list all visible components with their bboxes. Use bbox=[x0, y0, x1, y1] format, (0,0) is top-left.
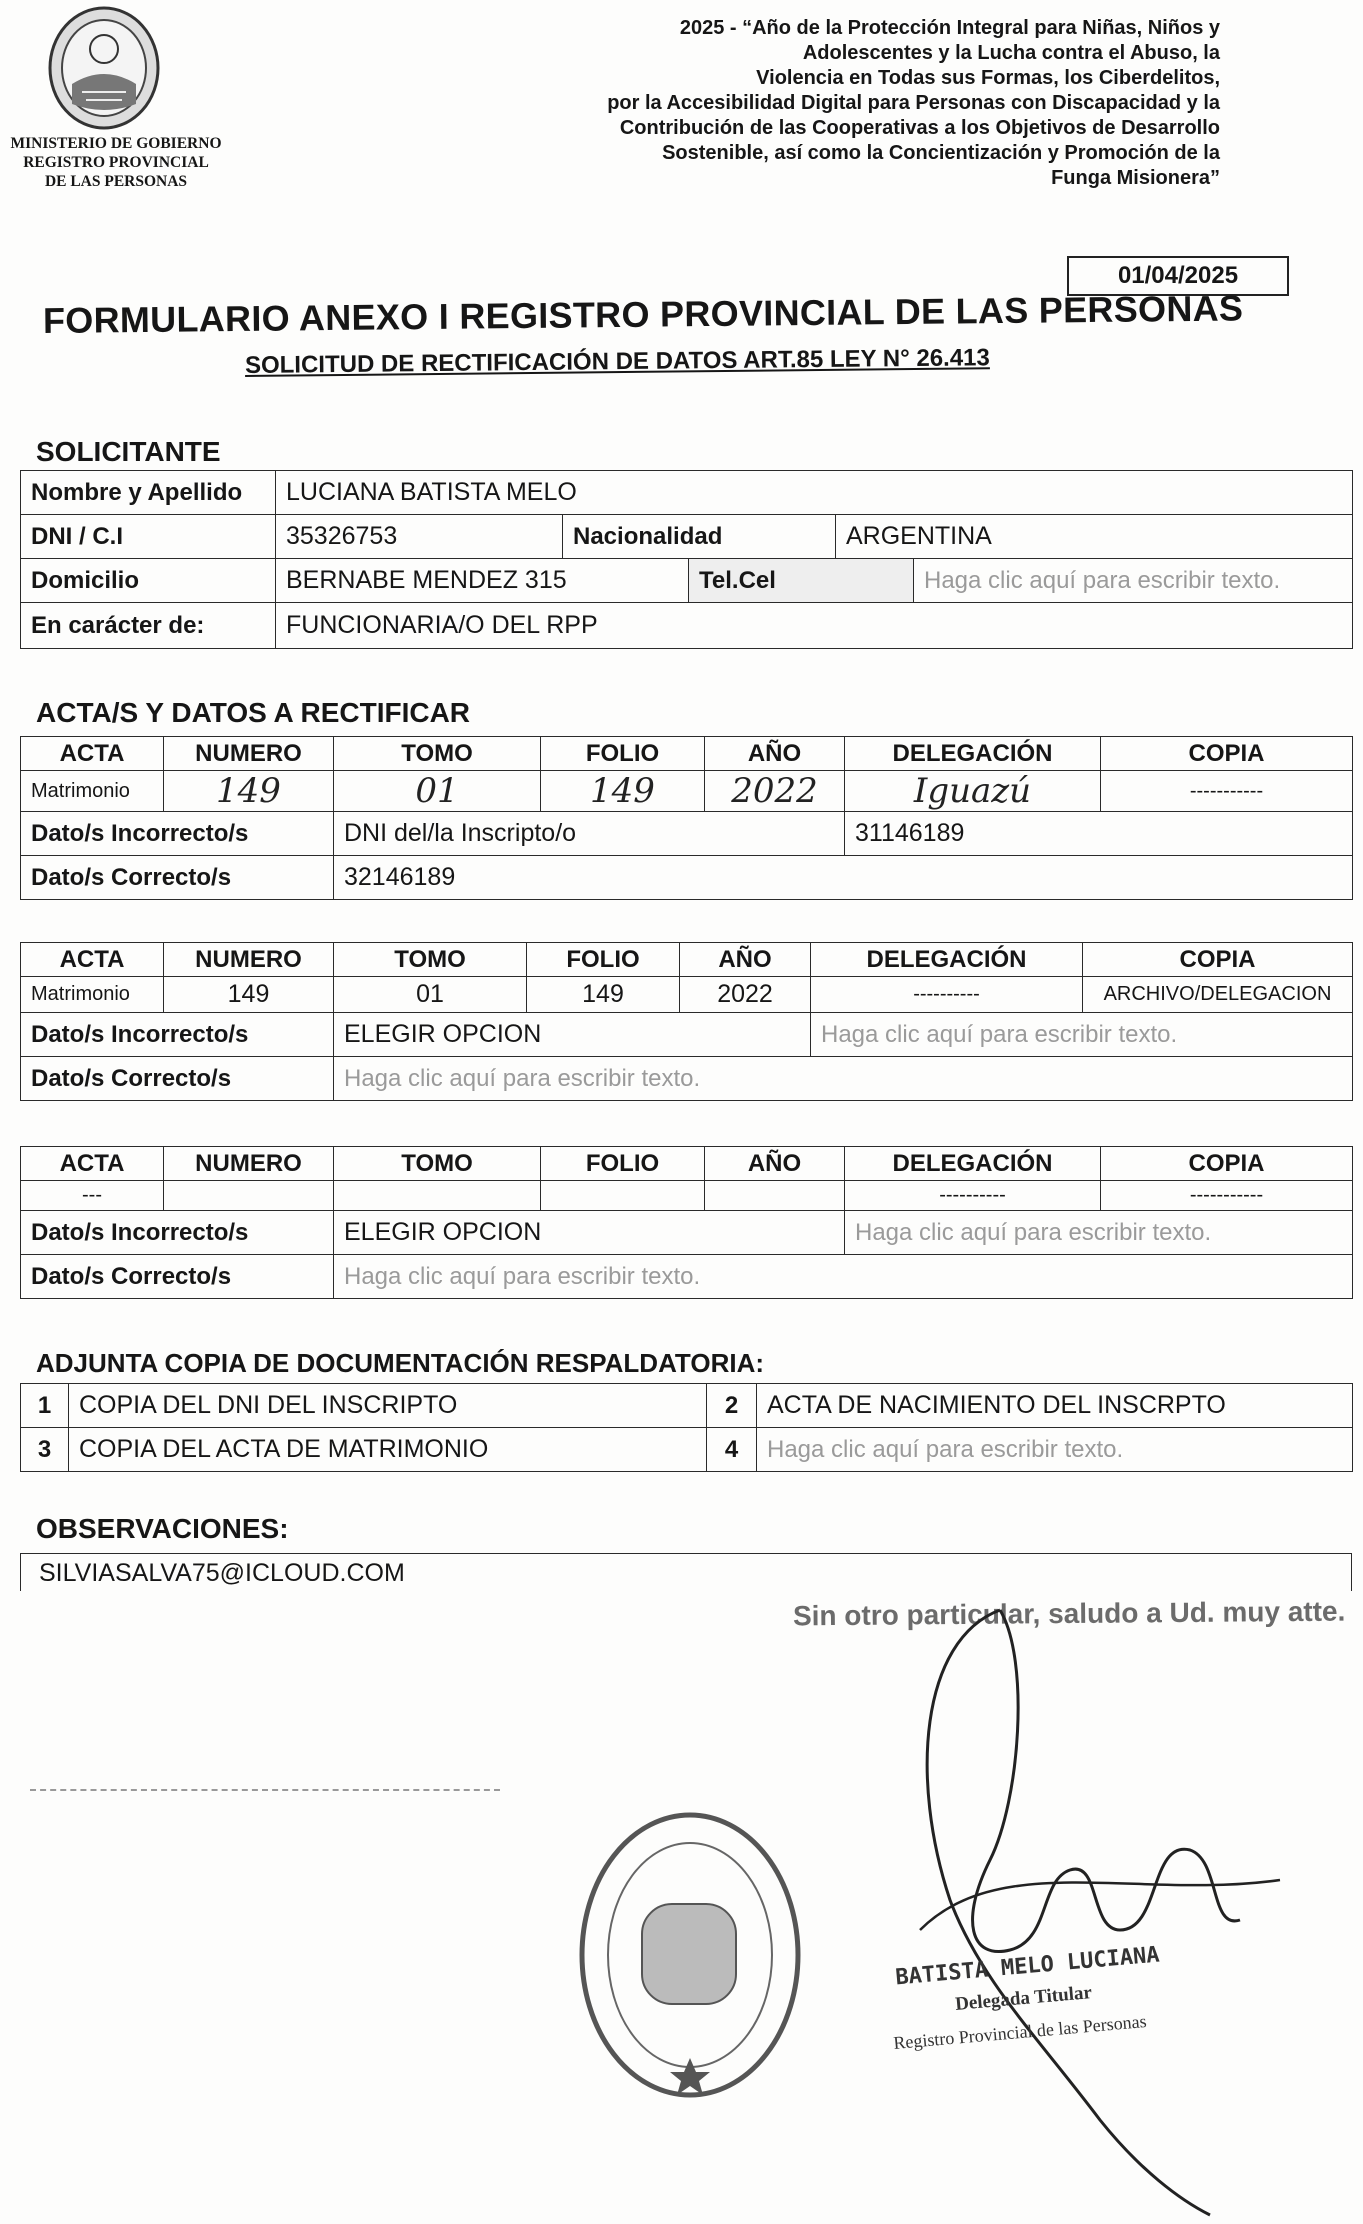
col-header-numero: NUMERO bbox=[164, 737, 334, 771]
incorrect-label: Dato/s Incorrecto/s bbox=[21, 1013, 334, 1057]
correct-value-field[interactable]: Haga clic aquí para escribir texto. bbox=[334, 1057, 1353, 1101]
col-header-delegacion: DELEGACIÓN bbox=[845, 1147, 1101, 1181]
incorrect-value-field[interactable]: Haga clic aquí para escribir texto. bbox=[845, 1211, 1353, 1255]
correct-value-field[interactable]: 32146189 bbox=[334, 856, 1353, 900]
form-subtitle: SOLICITUD DE RECTIFICACIÓN DE DATOS ART.85 LEY N° 26.413 bbox=[244, 344, 990, 379]
numero-field[interactable]: 149 bbox=[164, 771, 334, 812]
section-heading-observaciones: OBSERVACIONES: bbox=[36, 1513, 289, 1544]
dni-field[interactable]: 35326753 bbox=[276, 515, 563, 559]
acta-block-1 bbox=[20, 736, 1353, 900]
col-header-tomo: TOMO bbox=[334, 1147, 541, 1181]
incorrect-label: Dato/s Incorrecto/s bbox=[21, 1211, 334, 1255]
folio-field[interactable] bbox=[541, 1181, 705, 1211]
col-header-folio: FOLIO bbox=[527, 943, 680, 977]
tomo-field[interactable]: 01 bbox=[334, 977, 527, 1013]
attachment-number: 1 bbox=[21, 1384, 69, 1428]
ministry-line: MINISTERIO DE GOBIERNO bbox=[10, 135, 222, 152]
nacionalidad-label: Nacionalidad bbox=[563, 515, 836, 559]
ministry-name bbox=[0, 134, 232, 191]
acta-type-field[interactable]: Matrimonio bbox=[21, 977, 164, 1013]
ministry-line: DE LAS PERSONAS bbox=[44, 173, 188, 190]
col-header-folio: FOLIO bbox=[541, 737, 705, 771]
attachment-number: 4 bbox=[707, 1428, 757, 1472]
incorrect-value-field[interactable]: Haga clic aquí para escribir texto. bbox=[811, 1013, 1353, 1057]
delegacion-field[interactable]: Iguazú bbox=[845, 771, 1101, 812]
motto-line: Sostenible, así como la Concientización y Promoción de la bbox=[662, 142, 1220, 164]
acta-block-2 bbox=[20, 942, 1353, 1101]
tomo-field[interactable]: 01 bbox=[334, 771, 541, 812]
anio-field[interactable]: 2022 bbox=[680, 977, 811, 1013]
motto-line: Violencia en Todas sus Formas, los Ciberdelitos, bbox=[756, 67, 1220, 89]
province-seal-logo bbox=[42, 4, 167, 134]
signer-name: BATISTA MELO LUCIANA bbox=[894, 1942, 1161, 1991]
nacionalidad-field[interactable]: ARGENTINA bbox=[836, 515, 1353, 559]
anio-field[interactable] bbox=[705, 1181, 845, 1211]
col-header-delegacion: DELEGACIÓN bbox=[811, 943, 1083, 977]
domicilio-label: Domicilio bbox=[21, 559, 276, 603]
attachment-number: 3 bbox=[21, 1428, 69, 1472]
col-header-acta: ACTA bbox=[21, 1147, 164, 1181]
anio-field[interactable]: 2022 bbox=[705, 771, 845, 812]
caracter-label: En carácter de: bbox=[21, 603, 276, 649]
col-header-folio: FOLIO bbox=[541, 1147, 705, 1181]
nombre-label: Nombre y Apellido bbox=[21, 471, 276, 515]
correct-label: Dato/s Correcto/s bbox=[21, 1057, 334, 1101]
col-header-anio: AÑO bbox=[705, 737, 845, 771]
folio-field[interactable]: 149 bbox=[541, 771, 705, 812]
incorrect-field-select[interactable]: DNI del/la Inscripto/o bbox=[334, 812, 845, 856]
correct-label: Dato/s Correcto/s bbox=[21, 1255, 334, 1299]
attachment-field[interactable]: COPIA DEL DNI DEL INSCRIPTO bbox=[69, 1384, 707, 1428]
motto-line: 2025 - “Año de la Protección Integral para Niñas, Niños y bbox=[679, 17, 1220, 39]
delegacion-field[interactable]: ---------- bbox=[845, 1181, 1101, 1211]
col-header-tomo: TOMO bbox=[334, 737, 541, 771]
year-motto bbox=[460, 16, 1220, 191]
handwritten-signature bbox=[880, 1600, 1300, 2220]
official-stamp bbox=[570, 1800, 810, 2110]
section-heading-actas: ACTA/S Y DATOS A RECTIFICAR bbox=[36, 697, 471, 728]
caracter-field[interactable]: FUNCIONARIA/O DEL RPP bbox=[276, 603, 1353, 649]
col-header-anio: AÑO bbox=[680, 943, 811, 977]
col-header-numero: NUMERO bbox=[164, 943, 334, 977]
col-header-delegacion: DELEGACIÓN bbox=[845, 737, 1101, 771]
col-header-numero: NUMERO bbox=[164, 1147, 334, 1181]
ministry-line: REGISTRO PROVINCIAL bbox=[23, 154, 209, 171]
motto-line: Adolescentes y la Lucha contra el Abuso, la bbox=[802, 42, 1220, 64]
tomo-field[interactable] bbox=[334, 1181, 541, 1211]
incorrect-label: Dato/s Incorrecto/s bbox=[21, 812, 334, 856]
correct-value-field[interactable]: Haga clic aquí para escribir texto. bbox=[334, 1255, 1353, 1299]
acta-block-3 bbox=[20, 1146, 1353, 1299]
date-field[interactable]: 01/04/2025 bbox=[1067, 256, 1289, 296]
observaciones-field[interactable]: SILVIASALVA75@ICLOUD.COM bbox=[20, 1553, 1352, 1591]
folio-field[interactable]: 149 bbox=[527, 977, 680, 1013]
col-header-copia: COPIA bbox=[1101, 737, 1353, 771]
form-title: FORMULARIO ANEXO I REGISTRO PROVINCIAL DE LAS PERSONAS bbox=[42, 287, 1244, 341]
domicilio-field[interactable]: BERNABE MENDEZ 315 bbox=[276, 559, 689, 603]
signer-role: Delegada Titular bbox=[954, 1982, 1093, 2015]
section-heading-adjunta: ADJUNTA COPIA DE DOCUMENTACIÓN RESPALDATORIA: bbox=[36, 1348, 764, 1378]
numero-field[interactable]: 149 bbox=[164, 977, 334, 1013]
motto-line: Contribución de las Cooperativas a los Objetivos de Desarrollo bbox=[619, 117, 1220, 139]
attachment-field[interactable]: Haga clic aquí para escribir texto. bbox=[757, 1428, 1353, 1472]
nombre-field[interactable]: LUCIANA BATISTA MELO bbox=[276, 471, 1353, 515]
acta-type-field[interactable]: --- bbox=[21, 1181, 164, 1211]
col-header-tomo: TOMO bbox=[334, 943, 527, 977]
col-header-copia: COPIA bbox=[1101, 1147, 1353, 1181]
divider bbox=[30, 1789, 500, 1791]
attachment-number: 2 bbox=[707, 1384, 757, 1428]
col-header-copia: COPIA bbox=[1083, 943, 1353, 977]
signer-org: Registro Provincial de las Personas bbox=[892, 2010, 1148, 2054]
closing-phrase: Sin otro particular, saludo a Ud. muy atte. bbox=[792, 1595, 1346, 1632]
correct-label: Dato/s Correcto/s bbox=[21, 856, 334, 900]
motto-line: Funga Misionera” bbox=[1051, 167, 1220, 189]
col-header-acta: ACTA bbox=[21, 737, 164, 771]
copia-field[interactable]: ----------- bbox=[1101, 1181, 1353, 1211]
incorrect-field-select[interactable]: ELEGIR OPCION bbox=[334, 1013, 811, 1057]
attachment-field[interactable]: ACTA DE NACIMIENTO DEL INSCRPTO bbox=[757, 1384, 1353, 1428]
copia-field[interactable]: ----------- bbox=[1101, 771, 1353, 812]
tel-field[interactable]: Haga clic aquí para escribir texto. bbox=[914, 559, 1353, 603]
incorrect-value-field[interactable]: 31146189 bbox=[845, 812, 1353, 856]
col-header-anio: AÑO bbox=[705, 1147, 845, 1181]
dni-label: DNI / C.I bbox=[21, 515, 276, 559]
adjunta-table bbox=[20, 1383, 1353, 1472]
copia-field[interactable]: ARCHIVO/DELEGACION bbox=[1083, 977, 1353, 1013]
acta-type-field[interactable]: Matrimonio bbox=[21, 771, 164, 812]
solicitante-table bbox=[20, 470, 1353, 649]
delegacion-field[interactable]: ---------- bbox=[811, 977, 1083, 1013]
attachment-field[interactable]: COPIA DEL ACTA DE MATRIMONIO bbox=[69, 1428, 707, 1472]
tel-label: Tel.Cel bbox=[689, 559, 914, 603]
incorrect-field-select[interactable]: ELEGIR OPCION bbox=[334, 1211, 845, 1255]
col-header-acta: ACTA bbox=[21, 943, 164, 977]
motto-line: por la Accesibilidad Digital para Personas con Discapacidad y la bbox=[607, 92, 1220, 114]
section-heading-solicitante: SOLICITANTE bbox=[36, 436, 221, 467]
numero-field[interactable] bbox=[164, 1181, 334, 1211]
